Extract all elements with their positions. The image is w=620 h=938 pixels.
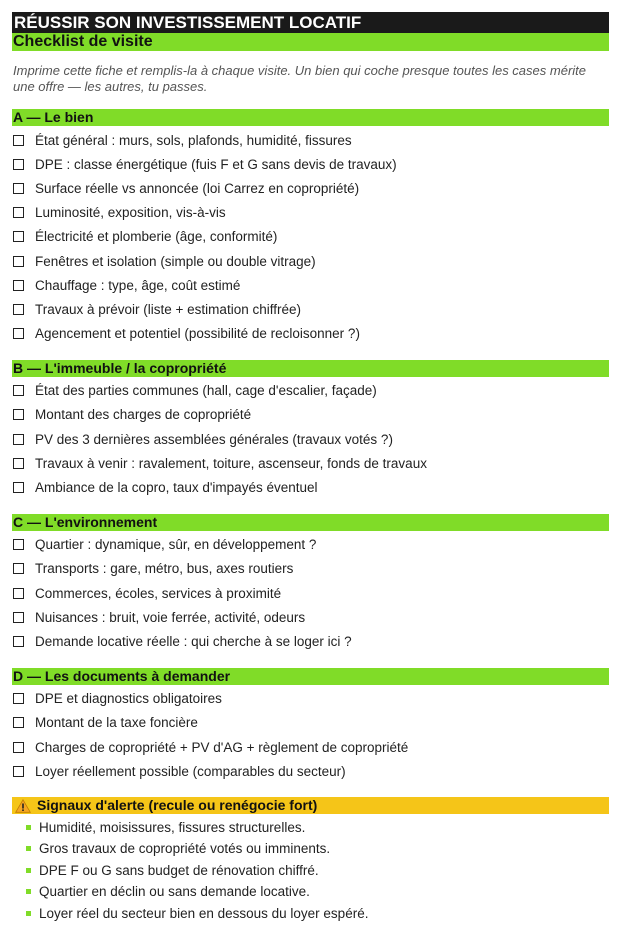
checklist-item xyxy=(12,128,609,152)
alert-item xyxy=(12,838,609,860)
checkbox-icon[interactable] xyxy=(13,280,24,291)
checklist-items xyxy=(12,379,609,500)
bullet-icon xyxy=(26,868,31,873)
checklist-item xyxy=(12,581,609,605)
checkbox-icon[interactable] xyxy=(13,612,24,623)
bullet-icon xyxy=(26,846,31,851)
checklist-item xyxy=(12,403,609,427)
checkbox-icon[interactable] xyxy=(13,539,24,550)
checklist-item-label: PV des 3 dernières assemblées générales (travaux votés ?) xyxy=(35,431,393,447)
checklist-item-label: Montant de la taxe foncière xyxy=(35,715,198,731)
checkbox-icon[interactable] xyxy=(13,458,24,469)
checkbox-icon[interactable] xyxy=(13,207,24,218)
alert-section xyxy=(12,797,609,924)
checklist-item xyxy=(12,475,609,499)
page-subtitle: Checklist de visite xyxy=(12,33,609,51)
checkbox-icon[interactable] xyxy=(13,482,24,493)
checklist-item-label: Demande locative réelle : qui cherche à se loger ici ? xyxy=(35,633,352,649)
checklist-item-label: Nuisances : bruit, voie ferrée, activité, odeurs xyxy=(35,609,306,625)
checklist-item xyxy=(12,249,609,273)
checklist-item-label: Fenêtres et isolation (simple ou double vitrage) xyxy=(35,253,316,269)
checklist-section xyxy=(12,668,609,784)
checklist-item-label: Travaux à prévoir (liste + estimation chiffrée) xyxy=(35,301,301,317)
checklist-item xyxy=(12,297,609,321)
checklist-items xyxy=(12,687,609,784)
checklist-item xyxy=(12,225,609,249)
checklist-items xyxy=(12,533,609,654)
alert-item xyxy=(12,881,609,903)
checklist-item xyxy=(12,427,609,451)
checklist-item-label: Quartier : dynamique, sûr, en développement ? xyxy=(35,537,317,553)
checklist-item xyxy=(12,735,609,759)
checklist-item-label: État général : murs, sols, plafonds, humidité, fissures xyxy=(35,132,352,148)
section-header: B — L'immeuble / la copropriété xyxy=(12,360,609,377)
alert-item-label: Loyer réel du secteur bien en dessous du loyer espéré. xyxy=(39,905,369,921)
checklist-item-label: Chauffage : type, âge, coût estimé xyxy=(35,277,241,293)
checklist-item xyxy=(12,322,609,346)
checklist-item-label: Agencement et potentiel (possibilité de recloisonner ?) xyxy=(35,326,360,342)
checklist-section xyxy=(12,360,609,500)
checkbox-icon[interactable] xyxy=(13,717,24,728)
alert-item xyxy=(12,902,609,924)
checklist-item-label: État des parties communes (hall, cage d'escalier, façade) xyxy=(35,383,377,399)
warning-icon xyxy=(15,799,31,813)
checklist-item xyxy=(12,759,609,783)
alert-item xyxy=(12,859,609,881)
section-header: C — L'environnement xyxy=(12,514,609,531)
checklist-page xyxy=(12,12,609,924)
alert-item xyxy=(12,816,609,838)
alert-item-label: DPE F ou G sans budget de rénovation chiffré. xyxy=(39,862,319,878)
checklist-item-label: Surface réelle vs annoncée (loi Carrez en copropriété) xyxy=(35,180,360,196)
checkbox-icon[interactable] xyxy=(13,563,24,574)
checkbox-icon[interactable] xyxy=(13,742,24,753)
checkbox-icon[interactable] xyxy=(13,588,24,599)
checklist-item-label: DPE : classe énergétique (fuis F et G sans devis de travaux) xyxy=(35,156,397,172)
checkbox-icon[interactable] xyxy=(13,693,24,704)
alert-item-label: Humidité, moisissures, fissures structurelles. xyxy=(39,819,306,835)
checkbox-icon[interactable] xyxy=(13,636,24,647)
checkbox-icon[interactable] xyxy=(13,256,24,267)
checklist-item-label: Ambiance de la copro, taux d'impayés éventuel xyxy=(35,480,318,496)
checkbox-icon[interactable] xyxy=(13,135,24,146)
checklist-item xyxy=(12,557,609,581)
section-header: A — Le bien xyxy=(12,109,609,126)
bullet-icon xyxy=(26,911,31,916)
checklist-item-label: Travaux à venir : ravalement, toiture, ascenseur, fonds de travaux xyxy=(35,455,427,471)
checklist-item-label: Charges de copropriété + PV d'AG + règlement de copropriété xyxy=(35,739,409,755)
checklist-item xyxy=(12,176,609,200)
checkbox-icon[interactable] xyxy=(13,409,24,420)
alert-item-label: Quartier en déclin ou sans demande locative. xyxy=(39,884,310,900)
section-header: D — Les documents à demander xyxy=(12,668,609,685)
alert-item-label: Gros travaux de copropriété votés ou imminents. xyxy=(39,841,331,857)
sections-container xyxy=(12,109,609,783)
checkbox-icon[interactable] xyxy=(13,183,24,194)
checklist-item-label: Commerces, écoles, services à proximité xyxy=(35,585,282,601)
checklist-item-label: Électricité et plomberie (âge, conformité) xyxy=(35,229,278,245)
checkbox-icon[interactable] xyxy=(13,304,24,315)
checkbox-icon[interactable] xyxy=(13,385,24,396)
bullet-icon xyxy=(26,889,31,894)
checklist-item xyxy=(12,152,609,176)
page-title: RÉUSSIR SON INVESTISSEMENT LOCATIF xyxy=(12,12,609,33)
alert-list xyxy=(12,816,609,924)
checklist-section xyxy=(12,109,609,346)
checklist-item-label: Luminosité, exposition, vis-à-vis xyxy=(35,205,226,221)
checklist-item xyxy=(12,379,609,403)
checkbox-icon[interactable] xyxy=(13,159,24,170)
checklist-item xyxy=(12,451,609,475)
checklist-item xyxy=(12,273,609,297)
checklist-item xyxy=(12,605,609,629)
checkbox-icon[interactable] xyxy=(13,231,24,242)
checkbox-icon[interactable] xyxy=(13,434,24,445)
checklist-item-label: DPE et diagnostics obligatoires xyxy=(35,691,222,707)
checklist-item xyxy=(12,533,609,557)
checklist-item xyxy=(12,629,609,653)
checkbox-icon[interactable] xyxy=(13,766,24,777)
checklist-item-label: Montant des charges de copropriété xyxy=(35,407,252,423)
checklist-item xyxy=(12,711,609,735)
checklist-items xyxy=(12,128,609,346)
alert-header xyxy=(12,797,609,814)
intro-text: Imprime cette fiche et remplis-la à chaque visite. Un bien qui coche presque toutes les cases mérite une offre — les autres, tu passes. xyxy=(13,63,586,94)
checkbox-icon[interactable] xyxy=(13,328,24,339)
checklist-item xyxy=(12,201,609,225)
checklist-section xyxy=(12,514,609,654)
checklist-item xyxy=(12,687,609,711)
checklist-item-label: Transports : gare, métro, bus, axes routiers xyxy=(35,561,294,577)
checklist-item-label: Loyer réellement possible (comparables du secteur) xyxy=(35,763,346,779)
bullet-icon xyxy=(26,825,31,830)
alert-title: Signaux d'alerte (recule ou renégocie fort) xyxy=(37,797,318,814)
